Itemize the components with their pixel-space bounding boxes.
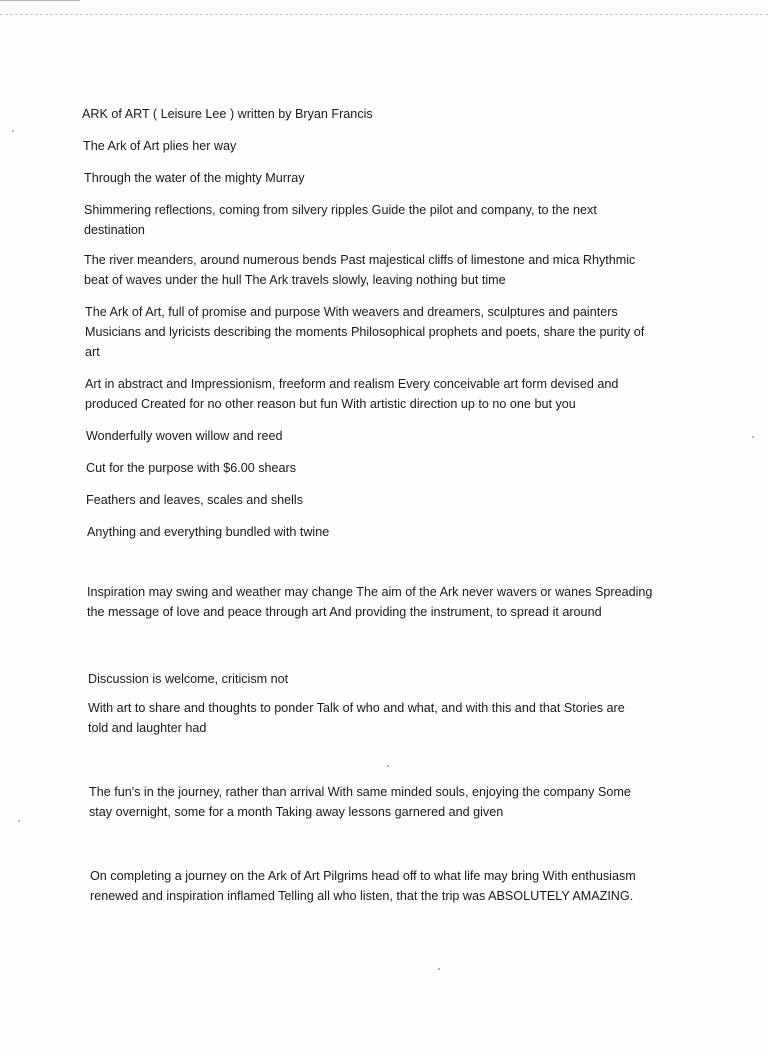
paragraph: The river meanders, around numerous bends Past majestical cliffs of limestone and mica Rhythmic beat of waves under the hull The Ark travels slowly, leaving nothing but time: [84, 253, 636, 287]
paragraph: Inspiration may swing and weather may change The aim of the Ark never wavers or wanes Spreading the message of love and peace through art And providing the instrument, to spread it around: [87, 585, 653, 619]
paragraph: Wonderfully woven willow and reed: [86, 429, 283, 443]
paragraph: On completing a journey on the Ark of Art Pilgrims head off to what life may bring With enthusiasm renewed and inspiration inflamed Telling all who listen, that the trip was ABSOLUTELY AMAZING.: [90, 869, 636, 903]
paragraph: The Ark of Art plies her way: [83, 139, 237, 153]
scan-speck: [438, 968, 440, 970]
paragraph: Discussion is welcome, criticism not: [88, 672, 289, 686]
scan-speck: [387, 765, 389, 767]
scan-corner-line: [0, 0, 80, 1]
scan-speck: [752, 436, 754, 438]
scan-speck: [18, 820, 20, 822]
paragraph: Shimmering reflections, coming from silvery ripples Guide the pilot and company, to the next destination: [84, 203, 597, 237]
paragraph: The Ark of Art, full of promise and purpose With weavers and dreamers, sculptures and painters Musicians and lyricists describing the moments Philosophical prophets and poets, share the purity of art: [85, 305, 645, 359]
paragraph: Cut for the purpose with $6.00 shears: [86, 461, 297, 475]
paragraph: Feathers and leaves, scales and shells: [86, 493, 304, 507]
paragraph: Art in abstract and Impressionism, freeform and realism Every conceivable art form devised and produced Created for no other reason but fun With artistic direction up to no one but you: [85, 377, 619, 411]
scan-speck: [12, 130, 14, 132]
paragraph: The fun's in the journey, rather than arrival With same minded souls, enjoying the company Some stay overnight, some for a month Taking away lessons garnered and given: [89, 785, 631, 819]
paragraph: Anything and everything bundled with twine: [87, 525, 330, 539]
paragraph: Through the water of the mighty Murray: [84, 171, 305, 185]
document-title: ARK of ART ( Leisure Lee ) written by Bryan Francis: [82, 107, 373, 121]
paragraph: With art to share and thoughts to ponder Talk of who and what, and with this and that Stories are told and laughter had: [88, 701, 625, 735]
scan-edge-line: [0, 14, 768, 15]
